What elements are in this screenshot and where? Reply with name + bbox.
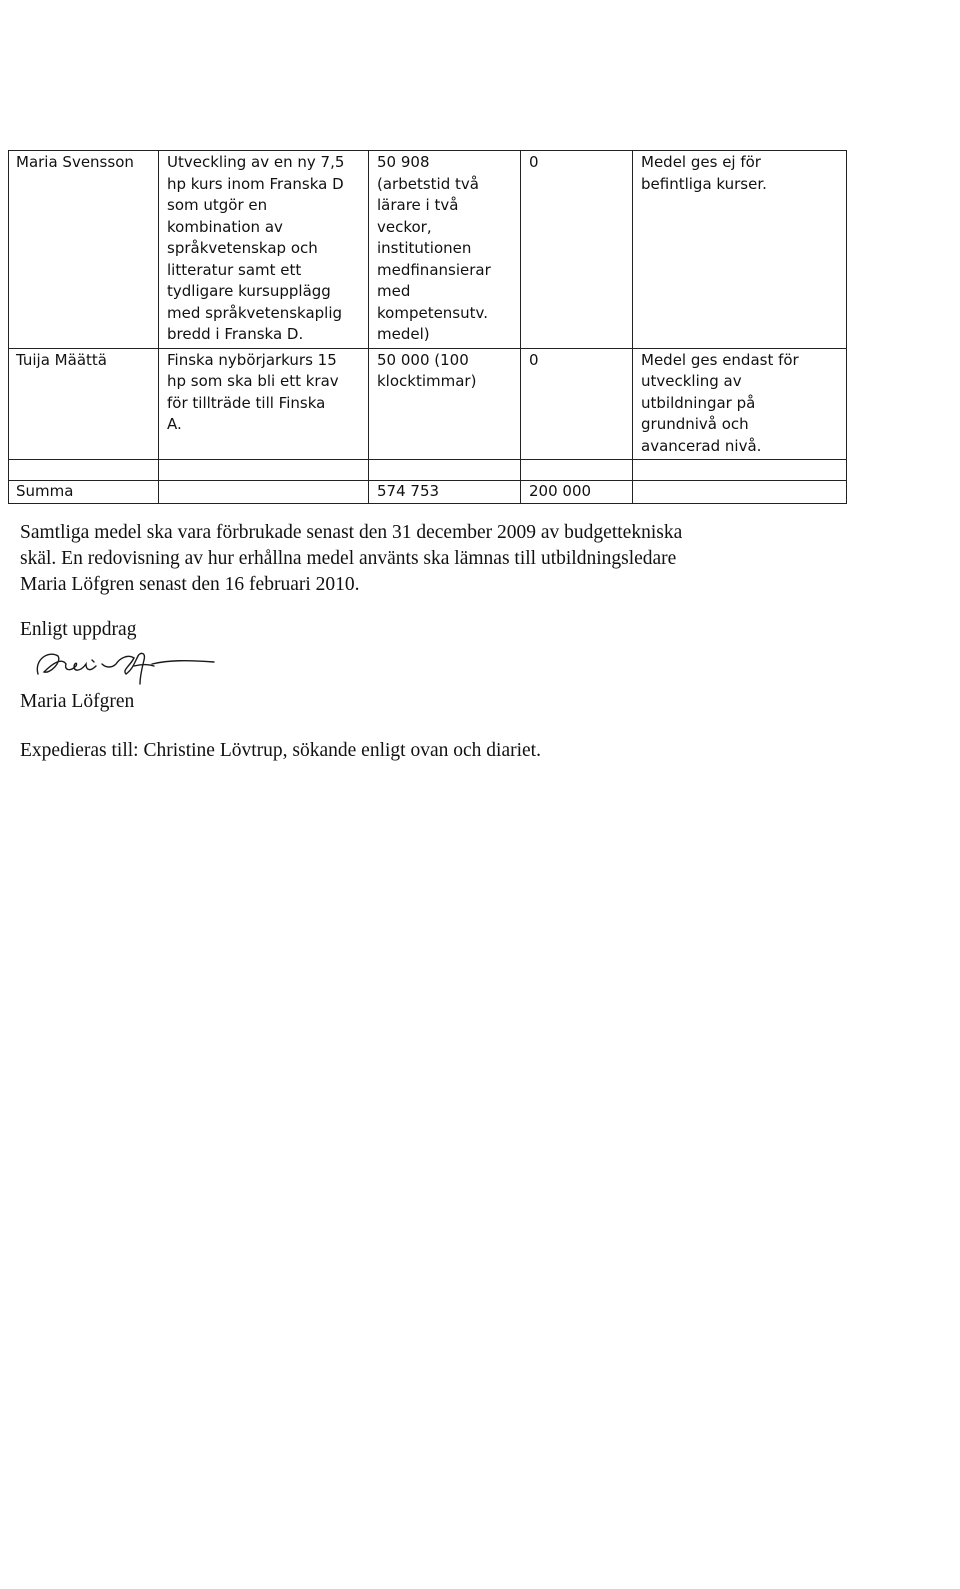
dispatch-line: Expedieras till: Christine Lövtrup, sökande enligt ovan och diariet. <box>20 740 541 761</box>
paragraph-line: Samtliga medel ska vara förbrukade senast den 31 december 2009 av budgettekniska <box>20 522 683 543</box>
comment-cell <box>633 348 847 460</box>
project-line: litteratur samt ett <box>167 260 302 279</box>
summary-row <box>9 481 847 504</box>
requested-line: 50 908 <box>377 153 430 171</box>
requested-line: 50 000 (100 <box>377 350 469 369</box>
project-line: språkvetenskap och <box>167 239 318 257</box>
comment-line: befintliga kurser. <box>641 174 767 193</box>
comment-line: avancerad nivå. <box>641 436 762 455</box>
project-line: hp som ska bli ett krav <box>167 372 339 390</box>
table-row-empty <box>9 460 847 481</box>
granted-cell: 0 <box>521 151 633 349</box>
project-line: bredd i Franska D. <box>167 325 304 343</box>
comment-line: grundnivå och <box>641 415 749 433</box>
requested-line: medfinansierar <box>377 260 491 279</box>
table-row <box>9 348 847 460</box>
applicant-cell: Tuija Määttä <box>9 348 159 460</box>
project-line: Finska nybörjarkurs 15 <box>167 350 337 369</box>
project-line: med språkvetenskaplig <box>167 303 343 322</box>
empty-cell <box>369 460 521 481</box>
comment-line: utbildningar på <box>641 393 756 412</box>
requested-line: veckor, <box>377 217 432 236</box>
requested-line: institutionen <box>377 239 472 257</box>
project-line: Utveckling av en ny 7,5 <box>167 153 345 171</box>
empty-cell <box>633 481 847 504</box>
handwritten-signature <box>28 640 228 688</box>
requested-line: (arbetstid två <box>377 174 479 193</box>
requested-line: kompetensutv. <box>377 303 488 322</box>
empty-cell <box>9 460 159 481</box>
empty-cell <box>633 460 847 481</box>
table-row <box>9 151 847 349</box>
project-line: tydligare kursupplägg <box>167 282 331 300</box>
applicant-cell: Maria Svensson <box>9 151 159 349</box>
granted-cell: 0 <box>521 348 633 460</box>
requested-line: medel) <box>377 325 430 343</box>
requested-line: lärare i två <box>377 196 459 214</box>
closing-phrase: Enligt uppdrag <box>20 619 137 640</box>
comment-line: utveckling av <box>641 372 742 390</box>
comment-line: Medel ges endast för <box>641 350 799 369</box>
requested-cell <box>369 151 521 349</box>
empty-cell <box>521 460 633 481</box>
requested-cell <box>369 348 521 460</box>
project-cell <box>159 151 369 349</box>
signer-name: Maria Löfgren <box>20 691 135 712</box>
empty-cell <box>159 460 369 481</box>
usage-paragraph <box>20 520 810 598</box>
project-line: A. <box>167 415 182 433</box>
project-cell <box>159 348 369 460</box>
grant-table <box>8 150 847 504</box>
comment-cell <box>633 151 847 349</box>
requested-total: 574 753 <box>369 481 521 504</box>
empty-cell <box>159 481 369 504</box>
paragraph-line: Maria Löfgren senast den 16 februari 2010. <box>20 574 360 595</box>
requested-line: med <box>377 282 411 300</box>
requested-line: klocktimmar) <box>377 372 477 390</box>
paragraph-line: skäl. En redovisning av hur erhållna medel använts ska lämnas till utbildningsledare <box>20 548 677 569</box>
granted-total: 200 000 <box>521 481 633 504</box>
project-line: hp kurs inom Franska D <box>167 174 344 193</box>
summary-label: Summa <box>9 481 159 504</box>
comment-line: Medel ges ej för <box>641 153 761 171</box>
project-line: för tillträde till Finska <box>167 393 326 412</box>
project-line: kombination av <box>167 217 283 236</box>
project-line: som utgör en <box>167 196 268 214</box>
